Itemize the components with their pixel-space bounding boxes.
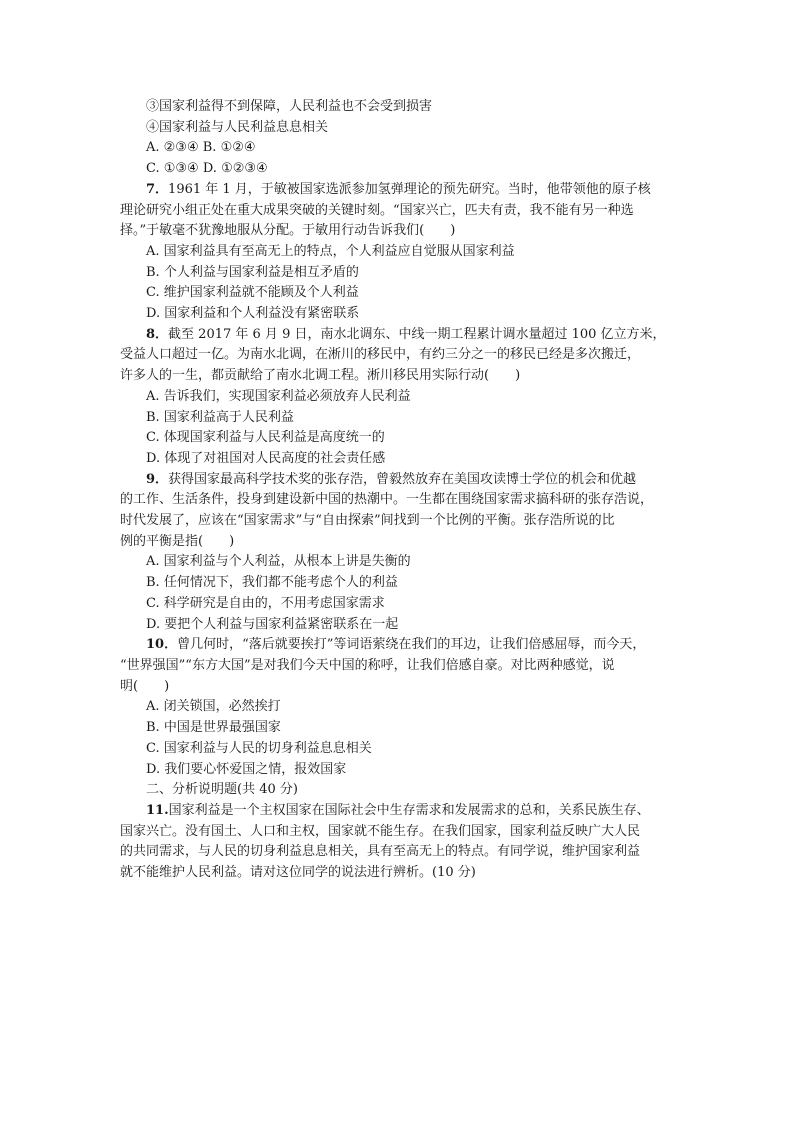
question-number: 8． <box>146 326 169 342</box>
question-text: 择。”于敏毫不犹豫地服从分配。于敏用行动告诉我们( ) <box>120 223 456 239</box>
question-7 <box>120 180 680 325</box>
option-d: D. 我们要心怀爱国之情，报效国家 <box>146 761 347 777</box>
option-b: B. 中国是世界最强国家 <box>146 720 281 736</box>
question-text: 1961 年 1 月，于敏被国家选派参加氢弹理论的预先研究。当时，他带领他的原子核 <box>168 181 651 197</box>
option-c: C. 维护国家利益就不能顾及个人利益 <box>146 285 359 301</box>
question-number: 9． <box>146 471 169 487</box>
page-content <box>120 97 680 884</box>
option-b: B. 国家利益高于人民利益 <box>146 409 294 425</box>
option-d: D. 国家利益和个人利益没有紧密联系 <box>146 306 360 322</box>
question-number: 10． <box>146 637 178 653</box>
question-text: 理论研究小组正处在重大成果突破的关键时刻。“国家兴亡，匹夫有责，我不能有另一种选 <box>120 202 634 218</box>
prev-choices-ab: A. ②③④ B. ①②④ <box>146 140 256 156</box>
option-d: D. 要把个人利益与国家利益紧密联系在一起 <box>146 616 399 632</box>
option-c: C. 科学研究是自由的，不用考虑国家需求 <box>146 595 385 611</box>
prev-option-3: ③国家利益得不到保障，人民利益也不会受到损害 <box>146 99 433 114</box>
option-a: A. 国家利益具有至高无上的特点，个人利益应自觉服从国家利益 <box>146 243 515 259</box>
option-c: C. 国家利益与人民的切身利益息息相关 <box>146 740 372 756</box>
question-text: 就不能维护人民利益。请对这位同学的说法进行辨析。(10 分) <box>120 865 476 881</box>
question-text: 例的平衡是指( ) <box>120 533 235 549</box>
option-b: B. 任何情况下，我们都不能考虑个人的利益 <box>146 575 398 591</box>
option-a: A. 闭关锁国，必然挨打 <box>146 699 281 715</box>
question-8 <box>120 325 680 470</box>
option-d: D. 体现了对祖国对人民高度的社会责任感 <box>146 450 386 466</box>
option-a: A. 国家利益与个人利益，从根本上讲是失衡的 <box>146 554 411 570</box>
question-number: 11. <box>146 802 169 818</box>
question-text: 获得国家最高科学技术奖的张存浩，曾毅然放弃在美国攻读博士学位的机会和优越 <box>168 471 637 487</box>
section-heading: 二、分析说明题(共 40 分) <box>146 782 298 798</box>
option-a: A. 告诉我们，实现国家利益必须放弃人民利益 <box>146 388 411 404</box>
question-text: 受益人口超过一亿。为南水北调，在淅川的移民中，有约三分之一的移民已经是多次搬迁， <box>120 347 641 363</box>
question-text: 截至 2017 年 6 月 9 日，南水北调东、中线一期工程累计调水量超过 100 亿立方米， <box>168 326 666 342</box>
prev-choices-cd: C. ①③④ D. ①②③④ <box>146 161 268 177</box>
option-c: C. 体现国家利益与人民利益是高度统一的 <box>146 430 385 446</box>
question-text: 国家利益是一个主权国家在国际社会中生存需求和发展需求的总和，关系民族生存、 <box>168 802 650 818</box>
question-11 <box>120 801 680 884</box>
question-text: 曾几何时，“落后就要挨打”等词语萦绕在我们的耳边，让我们倍感屈辱，而今天， <box>177 637 646 653</box>
question-9 <box>120 470 680 636</box>
question-text: 国家兴亡。没有国土、人口和主权，国家就不能生存。在我们国家，国家利益反映广大人民 <box>120 823 641 839</box>
question-number: 7． <box>146 181 169 197</box>
question-text: 许多人的一生，都贡献给了南水北调工程。淅川移民用实际行动( ) <box>120 368 521 384</box>
question-10 <box>120 635 680 780</box>
question-text: 的工作、生活条件，投身到建设新中国的热潮中。一生都在围绕国家需求搞科研的张存浩说， <box>120 492 654 508</box>
prev-option-4: ④国家利益与人民利益息息相关 <box>146 119 329 135</box>
question-text: 的共同需求，与人民的切身利益息息相关，具有至高无上的特点。有同学说，维护国家利益 <box>120 844 641 860</box>
question-text: 明( ) <box>120 678 170 694</box>
option-b: B. 个人利益与国家利益是相互矛盾的 <box>146 264 359 280</box>
question-text: “世界强国”“东方大国”是对我们今天中国的称呼，让我们倍感自豪。对比两种感觉，说 <box>120 657 615 673</box>
question-text: 时代发展了，应该在“国家需求”与“自由探索”间找到一个比例的平衡。张存浩所说的比 <box>120 513 615 529</box>
